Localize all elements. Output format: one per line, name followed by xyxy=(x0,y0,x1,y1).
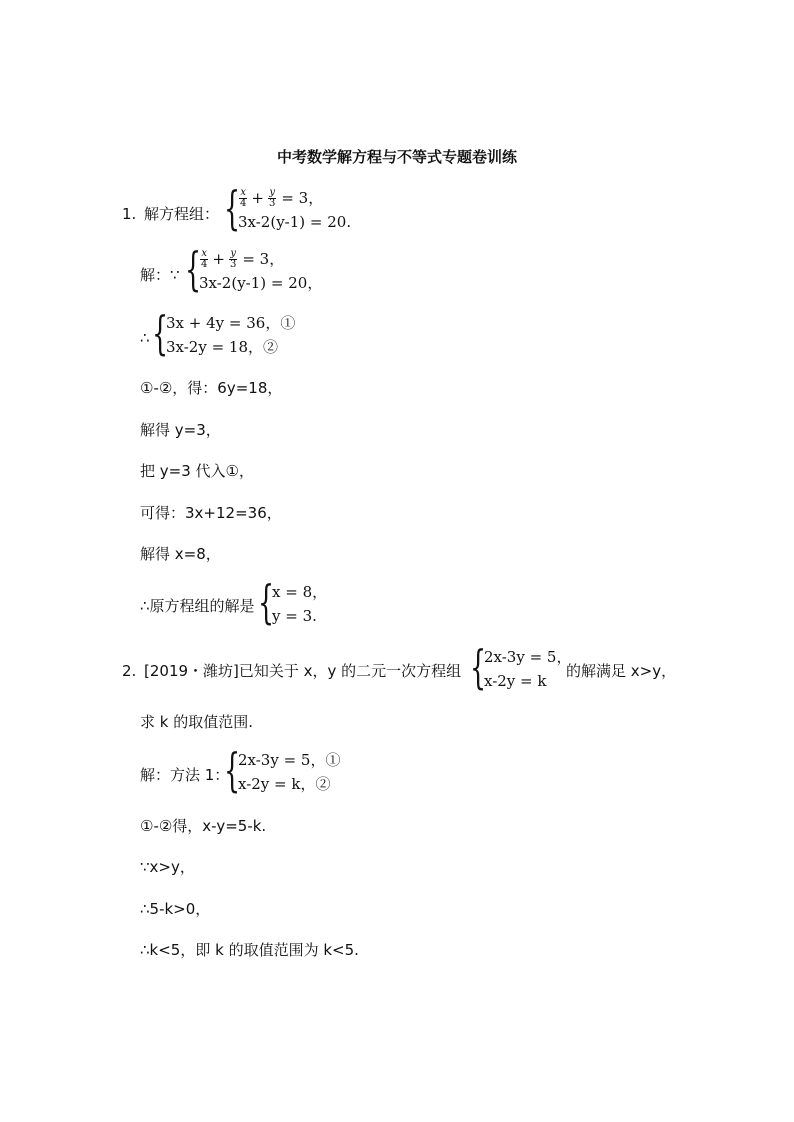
question-1-system xyxy=(224,181,352,235)
equation-2: x-2y = k，② xyxy=(238,775,331,793)
system-row-2: 3x-2(y-1) = 20， xyxy=(199,274,323,292)
system-row-2: 3x-2(y-1) = 20. xyxy=(238,213,352,231)
question-1-number: 1. xyxy=(122,205,137,223)
brace-symbol: { xyxy=(224,181,241,235)
question-2-condition: 的解满足 x>y， xyxy=(566,662,677,680)
system-row-2: x-2y = k xyxy=(484,672,547,690)
equation-1: 2x-3y = 5，① xyxy=(238,751,341,769)
therefore-symbol: ∴ xyxy=(140,329,150,347)
step-solve-y: 解得 y=3， xyxy=(140,421,221,439)
brace-symbol: { xyxy=(224,743,241,797)
question-1-prompt: 解方程组： xyxy=(144,205,220,223)
system-row-1: $\frac{x}{4}$ + $\frac{y}{3}$ = 3， xyxy=(240,186,324,209)
equation-1: 3x + 4y = 36，① xyxy=(166,314,296,332)
step-given: ∵x>y， xyxy=(140,858,195,876)
brace-symbol: { xyxy=(152,306,169,360)
brace-symbol: { xyxy=(258,575,275,629)
solution-system xyxy=(185,242,323,296)
equation-2: 3x-2y = 18，② xyxy=(166,338,279,356)
answer-x: x = 8， xyxy=(272,583,328,601)
system-row-1: $\frac{x}{4}$ + $\frac{y}{3}$ = 3， xyxy=(201,247,285,270)
step-solve-x: 解得 x=8， xyxy=(140,545,221,563)
step-conclusion: ∴k<5，即 k 的取值范围为 k<5. xyxy=(140,941,359,959)
step-subtract: ①-②得，x-y=5-k. xyxy=(140,817,267,835)
solution-2-system xyxy=(224,743,341,797)
question-2-system xyxy=(470,640,572,694)
question-2-prompt: [2019・潍坊]已知关于 x，y 的二元一次方程组 xyxy=(144,662,462,680)
brace-symbol: { xyxy=(185,242,202,296)
question-2-number: 2. xyxy=(122,662,137,680)
fraction-y-over-3: $\frac{y}{3}$ xyxy=(268,186,276,209)
step-result: 可得：3x+12=36， xyxy=(140,504,282,522)
step-subtract: ①-②，得：6y=18， xyxy=(140,379,283,397)
answer-y: y = 3. xyxy=(272,607,317,625)
solution-intro: 解：∵ xyxy=(140,266,180,284)
derived-system xyxy=(152,306,296,360)
system-row-1: 2x-3y = 5， xyxy=(484,648,572,666)
step-substitute: 把 y=3 代入①， xyxy=(140,462,254,480)
brace-symbol: { xyxy=(470,640,487,694)
answer-system xyxy=(258,575,328,629)
fraction-x-over-4: $\frac{x}{4}$ xyxy=(240,186,247,209)
page-title: 中考数学解方程与不等式专题卷训练 xyxy=(276,148,517,166)
question-2-ask: 求 k 的取值范围. xyxy=(140,713,253,731)
conclusion-text: ∴原方程组的解是 xyxy=(140,597,255,615)
step-inequality: ∴5-k>0， xyxy=(140,900,211,918)
solution-2-intro: 解：方法 1： xyxy=(140,766,230,784)
